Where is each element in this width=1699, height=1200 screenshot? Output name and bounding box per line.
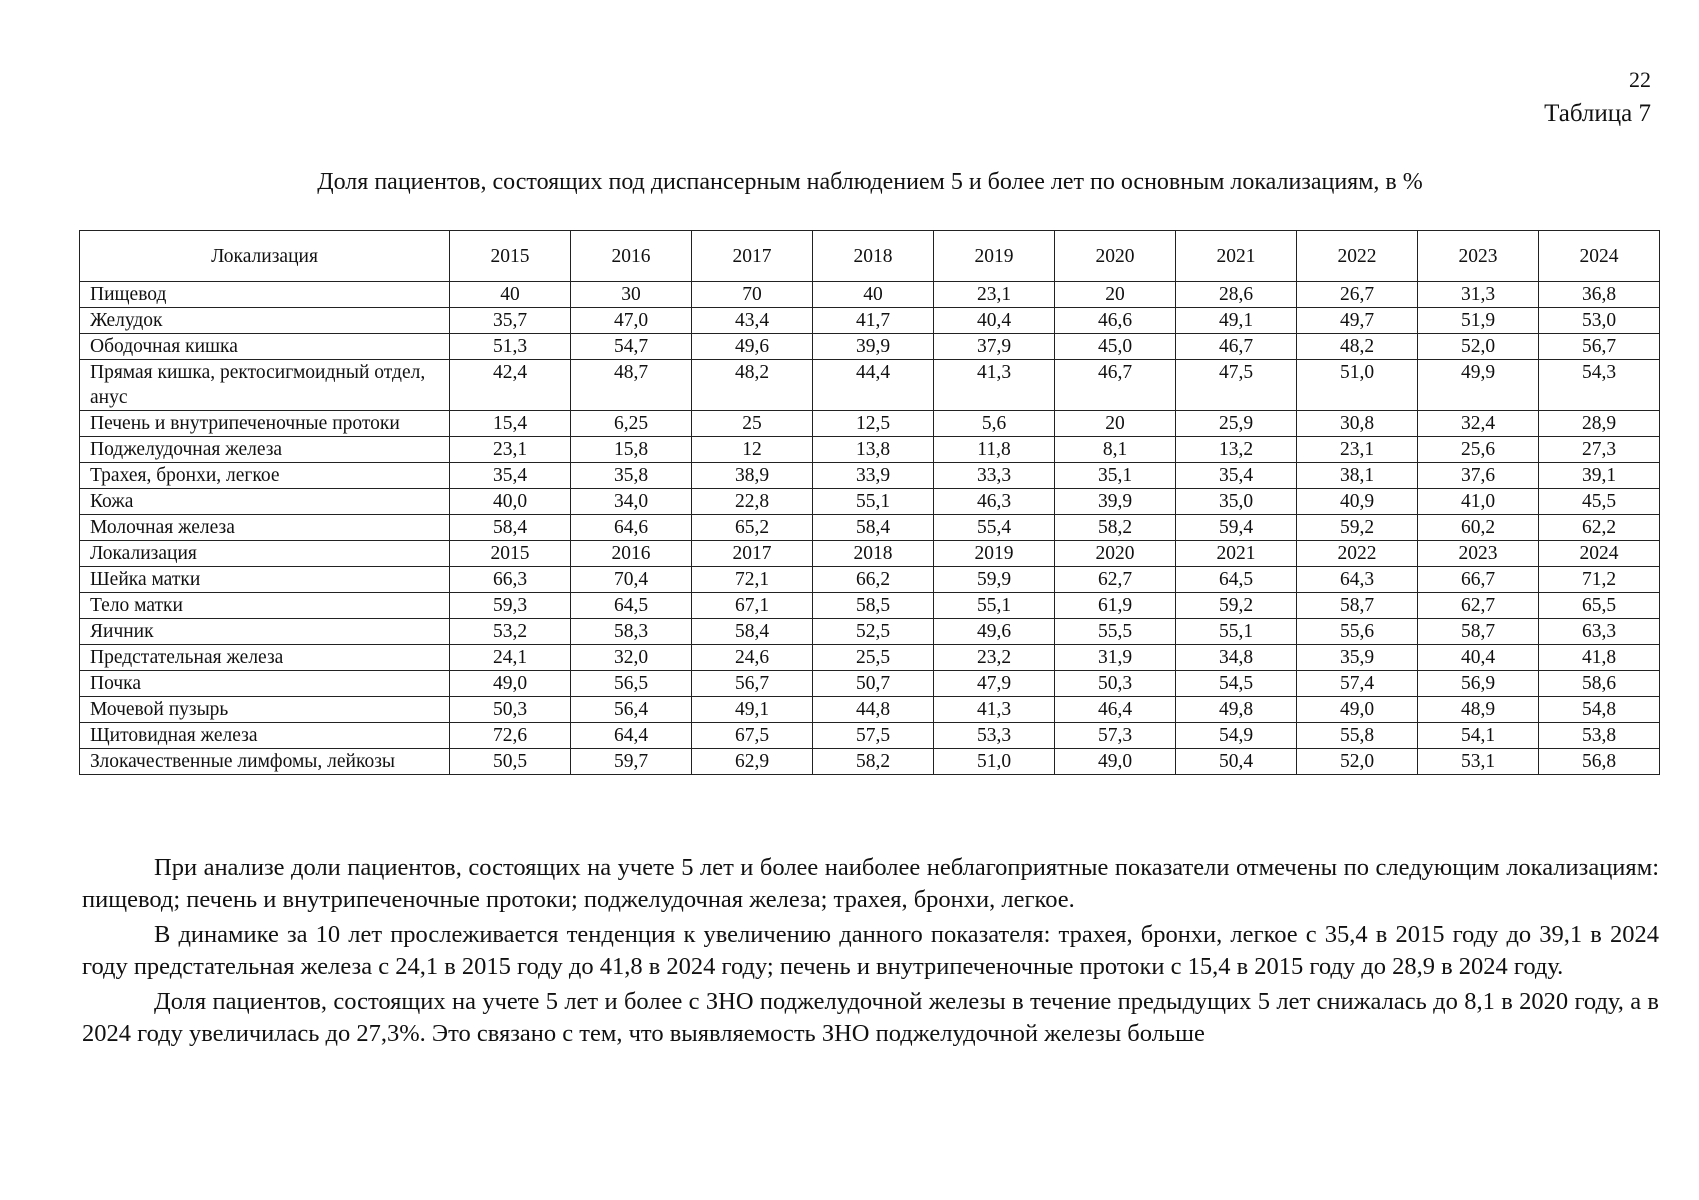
- table-cell: 23,1: [934, 282, 1055, 308]
- table-cell: 35,4: [450, 463, 571, 489]
- table-cell: 2019: [934, 541, 1055, 567]
- table-cell: 28,9: [1539, 411, 1660, 437]
- table-cell: 47,9: [934, 671, 1055, 697]
- table-cell: 35,1: [1055, 463, 1176, 489]
- table-cell: 49,0: [1055, 749, 1176, 775]
- table-cell: 53,0: [1539, 308, 1660, 334]
- table-cell: 51,3: [450, 334, 571, 360]
- table-cell: 15,4: [450, 411, 571, 437]
- table-row: [80, 593, 1660, 619]
- table-cell: 48,2: [692, 360, 813, 411]
- table-cell: 34,0: [571, 489, 692, 515]
- row-label: Мочевой пузырь: [80, 697, 450, 723]
- table-cell: 47,5: [1176, 360, 1297, 411]
- table-row: [80, 360, 1660, 411]
- table-title: Доля пациентов, состоящих под диспансерным наблюдением 5 и более лет по основным локализациям, в %: [317, 169, 1423, 195]
- table-cell: 64,5: [571, 593, 692, 619]
- row-label: Локализация: [80, 541, 450, 567]
- body-text: [82, 852, 1659, 1053]
- table-cell: 53,2: [450, 619, 571, 645]
- table-cell: 45,5: [1539, 489, 1660, 515]
- table-cell: 13,2: [1176, 437, 1297, 463]
- table-cell: 58,4: [450, 515, 571, 541]
- table-cell: 25,9: [1176, 411, 1297, 437]
- table-cell: 56,4: [571, 697, 692, 723]
- table-cell: 49,9: [1418, 360, 1539, 411]
- table-cell: 41,8: [1539, 645, 1660, 671]
- table-cell: 59,9: [934, 567, 1055, 593]
- table-cell: 49,8: [1176, 697, 1297, 723]
- header-cell-year: 2022: [1297, 231, 1418, 282]
- table-cell: 32,4: [1418, 411, 1539, 437]
- header-cell-year: 2018: [813, 231, 934, 282]
- table-cell: 48,9: [1418, 697, 1539, 723]
- row-label: Трахея, бронхи, легкое: [80, 463, 450, 489]
- table-cell: 50,5: [450, 749, 571, 775]
- table-cell: 54,9: [1176, 723, 1297, 749]
- table-cell: 25: [692, 411, 813, 437]
- table-cell: 55,1: [934, 593, 1055, 619]
- table-row: [80, 671, 1660, 697]
- table-cell: 57,4: [1297, 671, 1418, 697]
- table-row: [80, 723, 1660, 749]
- table-cell: 72,1: [692, 567, 813, 593]
- header-cell-year: 2024: [1539, 231, 1660, 282]
- table-cell: 59,3: [450, 593, 571, 619]
- header-cell-year: 2021: [1176, 231, 1297, 282]
- table-row: [80, 567, 1660, 593]
- table-cell: 58,4: [813, 515, 934, 541]
- table-cell: 41,7: [813, 308, 934, 334]
- table-cell: 2017: [692, 541, 813, 567]
- table-cell: 2024: [1539, 541, 1660, 567]
- table-cell: 50,7: [813, 671, 934, 697]
- table-cell: 50,3: [450, 697, 571, 723]
- table-cell: 53,1: [1418, 749, 1539, 775]
- table-cell: 59,2: [1297, 515, 1418, 541]
- table-cell: 44,8: [813, 697, 934, 723]
- table-cell: 58,6: [1539, 671, 1660, 697]
- table-cell: 70: [692, 282, 813, 308]
- table-cell: 49,6: [692, 334, 813, 360]
- table-cell: 40,4: [1418, 645, 1539, 671]
- table-cell: 58,7: [1297, 593, 1418, 619]
- table-row: [80, 437, 1660, 463]
- table-cell: 37,6: [1418, 463, 1539, 489]
- table-cell: 43,4: [692, 308, 813, 334]
- table-cell: 2015: [450, 541, 571, 567]
- table-cell: 44,4: [813, 360, 934, 411]
- table-cell: 32,0: [571, 645, 692, 671]
- table-cell: 26,7: [1297, 282, 1418, 308]
- table-cell: 52,0: [1418, 334, 1539, 360]
- table-cell: 65,5: [1539, 593, 1660, 619]
- table-cell: 54,1: [1418, 723, 1539, 749]
- table-cell: 42,4: [450, 360, 571, 411]
- table-cell: 53,3: [934, 723, 1055, 749]
- table-cell: 33,3: [934, 463, 1055, 489]
- table-cell: 2016: [571, 541, 692, 567]
- table-row: [80, 515, 1660, 541]
- table-cell: 59,7: [571, 749, 692, 775]
- table-cell: 66,3: [450, 567, 571, 593]
- table-row: [80, 463, 1660, 489]
- table-cell: 46,6: [1055, 308, 1176, 334]
- table-cell: 72,6: [450, 723, 571, 749]
- table-cell: 48,2: [1297, 334, 1418, 360]
- table-cell: 64,6: [571, 515, 692, 541]
- table-cell: 56,8: [1539, 749, 1660, 775]
- table-cell: 31,9: [1055, 645, 1176, 671]
- table-cell: 25,5: [813, 645, 934, 671]
- table-cell: 30,8: [1297, 411, 1418, 437]
- header-cell-year: 2016: [571, 231, 692, 282]
- table-row: [80, 308, 1660, 334]
- table-cell: 41,3: [934, 360, 1055, 411]
- table-cell: 59,2: [1176, 593, 1297, 619]
- table-cell: 11,8: [934, 437, 1055, 463]
- table-cell: 46,3: [934, 489, 1055, 515]
- table-cell: 2023: [1418, 541, 1539, 567]
- header-cell-localization: Локализация: [80, 231, 450, 282]
- table-cell: 6,25: [571, 411, 692, 437]
- table-cell: 35,0: [1176, 489, 1297, 515]
- table-cell: 56,9: [1418, 671, 1539, 697]
- row-label: Щитовидная железа: [80, 723, 450, 749]
- table-cell: 46,4: [1055, 697, 1176, 723]
- data-table: [79, 230, 1660, 775]
- table-cell: 23,1: [450, 437, 571, 463]
- paragraph: В динамике за 10 лет прослеживается тенденция к увеличению данного показателя: трахея, бронхи, легкое с 35,4 в 2015 году до 39,1 в 2024 году предстательная железа с 24,1 в 2015 году до 41,8 в 2024 году; печень и внутрипеченочные протоки с 15,4 в 2015 году до 28,9 в 2024 году.: [82, 921, 1659, 980]
- table-cell: 67,5: [692, 723, 813, 749]
- paragraph: Доля пациентов, состоящих на учете 5 лет и более с ЗНО поджелудочной железы в течение предыдущих 5 лет снижалась до 8,1 в 2020 году, а в 2024 году увеличилась до 27,3%. Это связано с тем, что выявляемость ЗНО поджелудочной железы больше: [82, 988, 1659, 1047]
- table-cell: 20: [1055, 282, 1176, 308]
- table-cell: 38,9: [692, 463, 813, 489]
- table-cell: 12: [692, 437, 813, 463]
- table-cell: 20: [1055, 411, 1176, 437]
- table-cell: 58,7: [1418, 619, 1539, 645]
- row-label: Тело матки: [80, 593, 450, 619]
- table-cell: 2020: [1055, 541, 1176, 567]
- table-cell: 40,0: [450, 489, 571, 515]
- table-cell: 12,5: [813, 411, 934, 437]
- table-cell: 48,7: [571, 360, 692, 411]
- table-cell: 39,9: [1055, 489, 1176, 515]
- table-cell: 49,0: [1297, 697, 1418, 723]
- page-number: 22: [1629, 67, 1651, 92]
- table-cell: 31,3: [1418, 282, 1539, 308]
- table-cell: 35,7: [450, 308, 571, 334]
- table-cell: 23,2: [934, 645, 1055, 671]
- header-cell-year: 2020: [1055, 231, 1176, 282]
- table-cell: 54,3: [1539, 360, 1660, 411]
- table-cell: 35,9: [1297, 645, 1418, 671]
- table-cell: 56,7: [1539, 334, 1660, 360]
- table-row: [80, 541, 1660, 567]
- table-cell: 47,0: [571, 308, 692, 334]
- paragraph: При анализе доли пациентов, состоящих на учете 5 лет и более наиболее неблагоприятные показатели отмечены по следующим локализациям: пищевод; печень и внутрипеченочные протоки; поджелудочная железа; трахея, бронхи, легкое.: [82, 854, 1659, 913]
- table-cell: 57,3: [1055, 723, 1176, 749]
- header-cell-year: 2019: [934, 231, 1055, 282]
- table-cell: 40,4: [934, 308, 1055, 334]
- table-cell: 39,1: [1539, 463, 1660, 489]
- table-cell: 64,5: [1176, 567, 1297, 593]
- table-cell: 41,3: [934, 697, 1055, 723]
- table-cell: 35,4: [1176, 463, 1297, 489]
- table-cell: 46,7: [1055, 360, 1176, 411]
- row-label: Шейка матки: [80, 567, 450, 593]
- table-cell: 50,4: [1176, 749, 1297, 775]
- table-cell: 49,1: [692, 697, 813, 723]
- table-cell: 54,7: [571, 334, 692, 360]
- table-cell: 71,2: [1539, 567, 1660, 593]
- table-cell: 55,6: [1297, 619, 1418, 645]
- table-row: [80, 282, 1660, 308]
- header-cell-year: 2017: [692, 231, 813, 282]
- table-cell: 67,1: [692, 593, 813, 619]
- table-cell: 51,0: [934, 749, 1055, 775]
- table-cell: 65,2: [692, 515, 813, 541]
- table-cell: 60,2: [1418, 515, 1539, 541]
- table-row: [80, 645, 1660, 671]
- table-cell: 13,8: [813, 437, 934, 463]
- table-cell: 62,7: [1418, 593, 1539, 619]
- table-cell: 56,7: [692, 671, 813, 697]
- table-cell: 57,5: [813, 723, 934, 749]
- row-label: Поджелудочная железа: [80, 437, 450, 463]
- table-cell: 2022: [1297, 541, 1418, 567]
- table-cell: 51,9: [1418, 308, 1539, 334]
- table-cell: 46,7: [1176, 334, 1297, 360]
- row-label: Злокачественные лимфомы, лейкозы: [80, 749, 450, 775]
- table-cell: 36,8: [1539, 282, 1660, 308]
- table-cell: 28,6: [1176, 282, 1297, 308]
- table-cell: 70,4: [571, 567, 692, 593]
- table-cell: 63,3: [1539, 619, 1660, 645]
- table-label: Таблица 7: [1544, 100, 1651, 127]
- table-row: [80, 697, 1660, 723]
- row-label: Кожа: [80, 489, 450, 515]
- table-cell: 25,6: [1418, 437, 1539, 463]
- row-label: Прямая кишка, ректосигмоидный отдел, анус: [80, 360, 450, 411]
- header-cell-year: 2015: [450, 231, 571, 282]
- table-cell: 62,2: [1539, 515, 1660, 541]
- table-cell: 49,6: [934, 619, 1055, 645]
- table-cell: 49,1: [1176, 308, 1297, 334]
- table-row: [80, 334, 1660, 360]
- table-cell: 2021: [1176, 541, 1297, 567]
- table-cell: 30: [571, 282, 692, 308]
- row-label: Почка: [80, 671, 450, 697]
- table-cell: 24,1: [450, 645, 571, 671]
- table-cell: 35,8: [571, 463, 692, 489]
- table-cell: 39,9: [813, 334, 934, 360]
- table-cell: 45,0: [1055, 334, 1176, 360]
- table-cell: 54,5: [1176, 671, 1297, 697]
- table-cell: 66,7: [1418, 567, 1539, 593]
- table-cell: 52,0: [1297, 749, 1418, 775]
- table-cell: 56,5: [571, 671, 692, 697]
- table-cell: 40: [450, 282, 571, 308]
- table-cell: 58,2: [813, 749, 934, 775]
- table-cell: 40: [813, 282, 934, 308]
- row-label: Пищевод: [80, 282, 450, 308]
- table-cell: 41,0: [1418, 489, 1539, 515]
- table-cell: 53,8: [1539, 723, 1660, 749]
- table-cell: 58,5: [813, 593, 934, 619]
- table-cell: 50,3: [1055, 671, 1176, 697]
- row-label: Ободочная кишка: [80, 334, 450, 360]
- row-label: Предстательная железа: [80, 645, 450, 671]
- table-cell: 24,6: [692, 645, 813, 671]
- table-cell: 55,8: [1297, 723, 1418, 749]
- table-header-row: [80, 231, 1660, 282]
- table-cell: 58,3: [571, 619, 692, 645]
- table-cell: 2018: [813, 541, 934, 567]
- row-label: Печень и внутрипеченочные протоки: [80, 411, 450, 437]
- table-cell: 64,4: [571, 723, 692, 749]
- table-body: [80, 282, 1660, 775]
- table-cell: 54,8: [1539, 697, 1660, 723]
- table-cell: 38,1: [1297, 463, 1418, 489]
- table-cell: 62,9: [692, 749, 813, 775]
- table-cell: 15,8: [571, 437, 692, 463]
- table-row: [80, 489, 1660, 515]
- table-cell: 49,0: [450, 671, 571, 697]
- table-row: [80, 411, 1660, 437]
- table-row: [80, 619, 1660, 645]
- table-cell: 59,4: [1176, 515, 1297, 541]
- table-cell: 27,3: [1539, 437, 1660, 463]
- table-cell: 37,9: [934, 334, 1055, 360]
- row-label: Молочная железа: [80, 515, 450, 541]
- row-label: Желудок: [80, 308, 450, 334]
- table-cell: 55,5: [1055, 619, 1176, 645]
- table-cell: 8,1: [1055, 437, 1176, 463]
- table-cell: 58,4: [692, 619, 813, 645]
- table-cell: 58,2: [1055, 515, 1176, 541]
- table-cell: 23,1: [1297, 437, 1418, 463]
- table-cell: 61,9: [1055, 593, 1176, 619]
- table-cell: 55,1: [1176, 619, 1297, 645]
- table-cell: 40,9: [1297, 489, 1418, 515]
- table-cell: 62,7: [1055, 567, 1176, 593]
- table-cell: 66,2: [813, 567, 934, 593]
- table-cell: 55,4: [934, 515, 1055, 541]
- table-cell: 64,3: [1297, 567, 1418, 593]
- table-cell: 49,7: [1297, 308, 1418, 334]
- table-cell: 22,8: [692, 489, 813, 515]
- table-cell: 55,1: [813, 489, 934, 515]
- table-cell: 5,6: [934, 411, 1055, 437]
- row-label: Яичник: [80, 619, 450, 645]
- table-cell: 34,8: [1176, 645, 1297, 671]
- table-cell: 33,9: [813, 463, 934, 489]
- table-cell: 52,5: [813, 619, 934, 645]
- table-cell: 51,0: [1297, 360, 1418, 411]
- header-cell-year: 2023: [1418, 231, 1539, 282]
- table-row: [80, 749, 1660, 775]
